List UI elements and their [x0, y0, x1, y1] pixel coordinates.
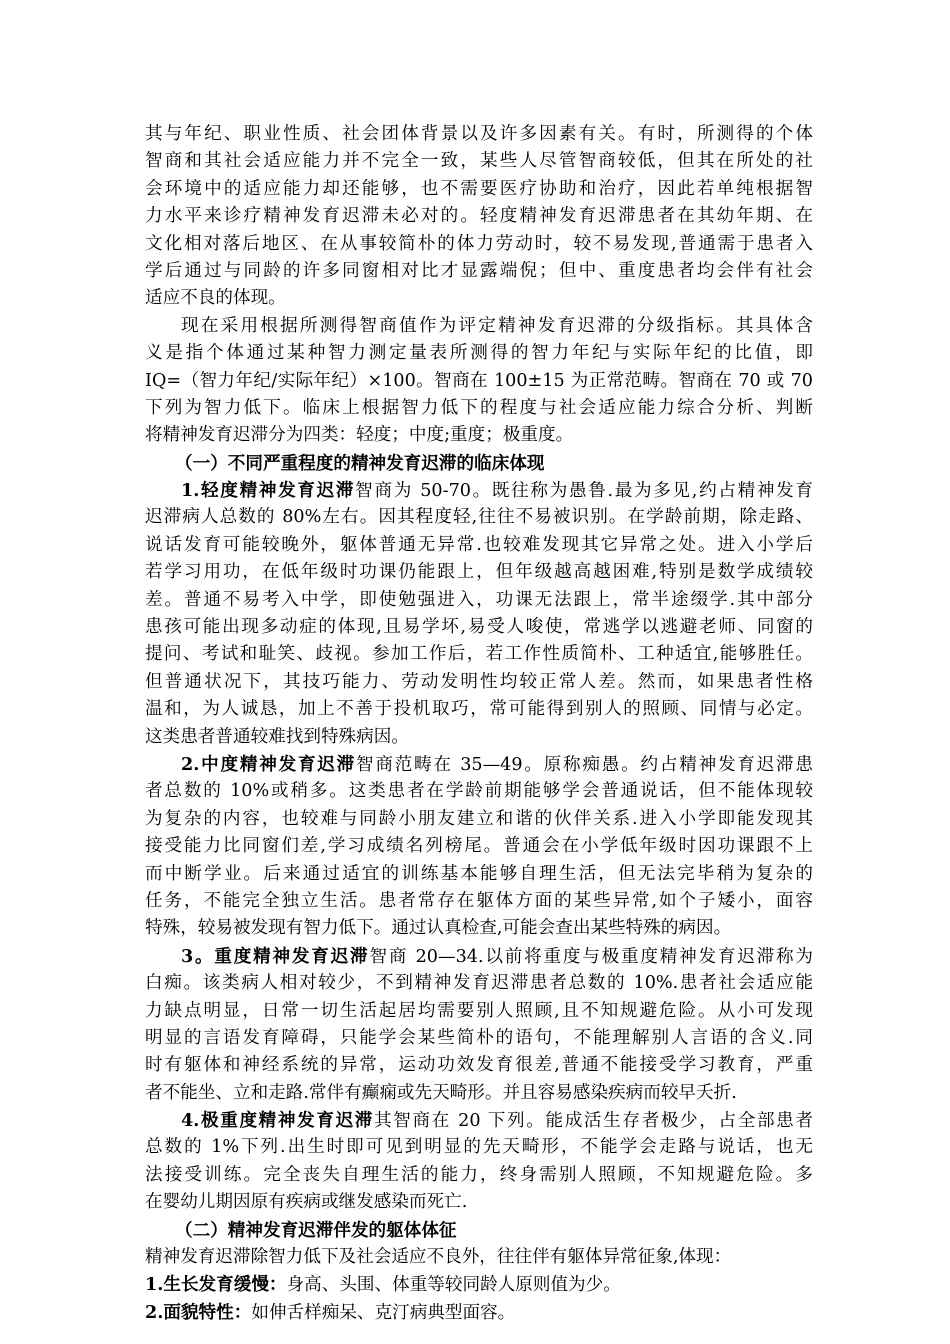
- paragraph-intro: [145, 121, 813, 313]
- text-line: 温和，为人诚恳，加上不善于投机取巧，常可能得到别人的照顾、同情与必定。: [145, 699, 813, 720]
- text-line: 学后通过与同龄的许多同窗相对比才显露端倪；但中、重度患者均会伴有社会: [145, 260, 813, 281]
- text-line: IQ=（智力年纪/实际年纪）×100。智商在 100±15 为正常范畴。智商在 70 或 70: [145, 370, 813, 391]
- section-heading-text: （一）不同严重程度的精神发育迟滞的临床体现: [175, 452, 545, 474]
- text-line: 这类患者普通较难找到特殊病因。: [145, 726, 409, 747]
- text-line: 而中断学业。后来通过适宜的训练基本能够自理生活，但无法完毕稍为复杂的: [145, 863, 813, 884]
- text-line: 提问、考试和耻笑、歧视。参加工作后，若工作性质简朴、工种适宜,能够胜任。: [145, 644, 813, 665]
- text-line: 白痴。该类病人相对较少，不到精神发育迟滞患者总数的 10%.患者社会适应能: [145, 973, 813, 994]
- text-line: 差。普通不易考入中学，即使勉强进入，功课无法跟上，常半途缀学.其中部分: [145, 589, 813, 610]
- text-run: 智商为 50-70。既往称为愚鲁.最为多见,约占精神发育: [355, 481, 813, 502]
- text-line: 接受能力比同窗们差,学习成绩名列榜尾。普通会在小学低年级时因功课跟不上: [145, 836, 813, 857]
- list-item-text: 身高、头围、体重等较同龄人原则值为少。: [286, 1275, 621, 1296]
- text-run: 智商 20—34.以前将重度与极重度精神发育迟滞称为: [369, 946, 813, 967]
- text-line: 力水平来诊疗精神发育迟滞未必对的。轻度精神发育迟滞患者在其幼年期、在: [145, 206, 813, 227]
- subsection-label: 3。重度精神发育迟滞: [181, 945, 370, 967]
- subsection-label: 4.极重度精神发育迟滞: [181, 1110, 375, 1132]
- text-line: 会环境中的适应能力却还能够，也不需要医疗协助和治疗，因此若单纯根据智: [145, 178, 813, 199]
- text-line: 精神发育迟滞除智力低下及社会适应不良外，往往伴有躯体异常征象,体现：: [145, 1247, 732, 1268]
- paragraph-moderate: [145, 751, 813, 943]
- text-line: 在婴幼儿期因原有疾病或继发感染而死亡.: [145, 1192, 468, 1213]
- text-line: 者不能坐、立和走路.常伴有癫痫或先天畸形。并且容易感染疾病而较早夭折.: [145, 1082, 737, 1103]
- text-line: 若学习用功，在低年级时功课仍能跟上，但年级越高越困难,特别是数学成绩较: [145, 562, 813, 583]
- list-item-label: 1.生长发育缓慢：: [145, 1274, 287, 1296]
- text-line: [145, 943, 813, 970]
- paragraph-severe: [145, 943, 813, 1107]
- subsection-label: 1.轻度精神发育迟滞: [181, 480, 356, 502]
- text-line: 力缺点明显，日常一切生活起居均需要别人照顾,且不知规避危险。从小可发现: [145, 1000, 813, 1021]
- list-item: [145, 1271, 813, 1298]
- list-item-text: 如伸舌样痴呆、克汀病典型面容。: [251, 1302, 516, 1323]
- paragraph-mild: [145, 477, 813, 751]
- section-heading: [145, 450, 813, 477]
- paragraph-iq-definition: [145, 313, 813, 450]
- text-line: 现在采用根据所测得智商值作为评定精神发育迟滞的分级指标。其具体含: [181, 315, 813, 336]
- text-line: 但普通状况下，其技巧能力、劳动发明性均较正常人差。然而，如果患者性格: [145, 671, 813, 692]
- list-item: [145, 1299, 813, 1326]
- text-line: 特殊，较易被发现有智力低下。通过认真检查,可能会查出某些特殊的病因。: [145, 918, 732, 939]
- text-line: 患孩可能出现多动症的体现,且易学坏,易受人唆使，常逃学以逃避老师、同窗的: [145, 617, 813, 638]
- text-line: 义是指个体通过某种智力测定量表所测得的智力年纪与实际年纪的比值，即: [145, 343, 813, 364]
- subsection-label: 2.中度精神发育迟滞: [181, 753, 357, 775]
- section-heading: [145, 1217, 813, 1244]
- text-line: [145, 751, 813, 778]
- section-heading-text: （二）精神发育迟滞伴发的躯体体征: [175, 1219, 457, 1241]
- text-line: 法接受训练。完全丧失自理生活的能力，终身需别人照顾，不知规避危险。多: [145, 1164, 813, 1185]
- text-line: 其与年纪、职业性质、社会团体背景以及许多因素有关。有时，所测得的个体: [145, 124, 813, 144]
- text-line: 总数的 1%下列.出生时即可见到明显的先天畸形，不能学会走路与说话，也无: [145, 1137, 813, 1158]
- paragraph-profound: [145, 1107, 813, 1217]
- text-line: 适应不良的体现。: [145, 288, 286, 309]
- text-line: 下列为智力低下。临床上根据智力低下的程度与社会适应能力综合分析、判断: [145, 397, 813, 418]
- text-line: 智商和其社会适应能力并不完全一致，某些人尽管智商较低，但其在所处的社: [145, 151, 813, 172]
- text-line: [145, 1107, 813, 1134]
- document-page: [145, 121, 813, 1326]
- text-line: 者总数的 10%或稍多。这类患者在学龄前期能够学会普通说话，但不能体现较: [145, 781, 813, 802]
- text-run: 其智商在 20 下列。能成活生存者极少，占全部患者: [374, 1111, 813, 1132]
- text-line: 将精神发育迟滞分为四类：轻度；中度;重度；极重度。: [145, 425, 574, 446]
- text-line: 迟滞病人总数的 80%左右。因其程度轻,往往不易被识别。在学龄前期，除走路、: [145, 507, 813, 528]
- text-line: 为复杂的内容，也较难与同龄小朋友建立和谐的伙伴关系.进入小学即能发现其: [145, 808, 813, 829]
- list-item-label: 2.面貌特性：: [145, 1301, 252, 1323]
- text-line: 时有躯体和神经系统的异常，运动功效发育很差,普通不能接受学习教育，严重: [145, 1055, 813, 1076]
- text-line: 说话发育可能较晚外，躯体普通无异常.也较难发现其它异常之处。进入小学后: [145, 534, 813, 555]
- text-line: 明显的言语发育障碍，只能学会某些简朴的语句，不能理解别人言语的含义.同: [145, 1027, 813, 1048]
- text-line: 任务，不能完全独立生活。患者常存在躯体方面的某些异常,如个子矮小，面容: [145, 890, 813, 911]
- text-line: 文化相对落后地区、在从事较简朴的体力劳动时，较不易发现,普通需于患者入: [145, 233, 813, 254]
- text-line: [145, 477, 813, 504]
- text-run: 智商范畴在 35—49。原称痴愚。约占精神发育迟滞患: [356, 754, 813, 775]
